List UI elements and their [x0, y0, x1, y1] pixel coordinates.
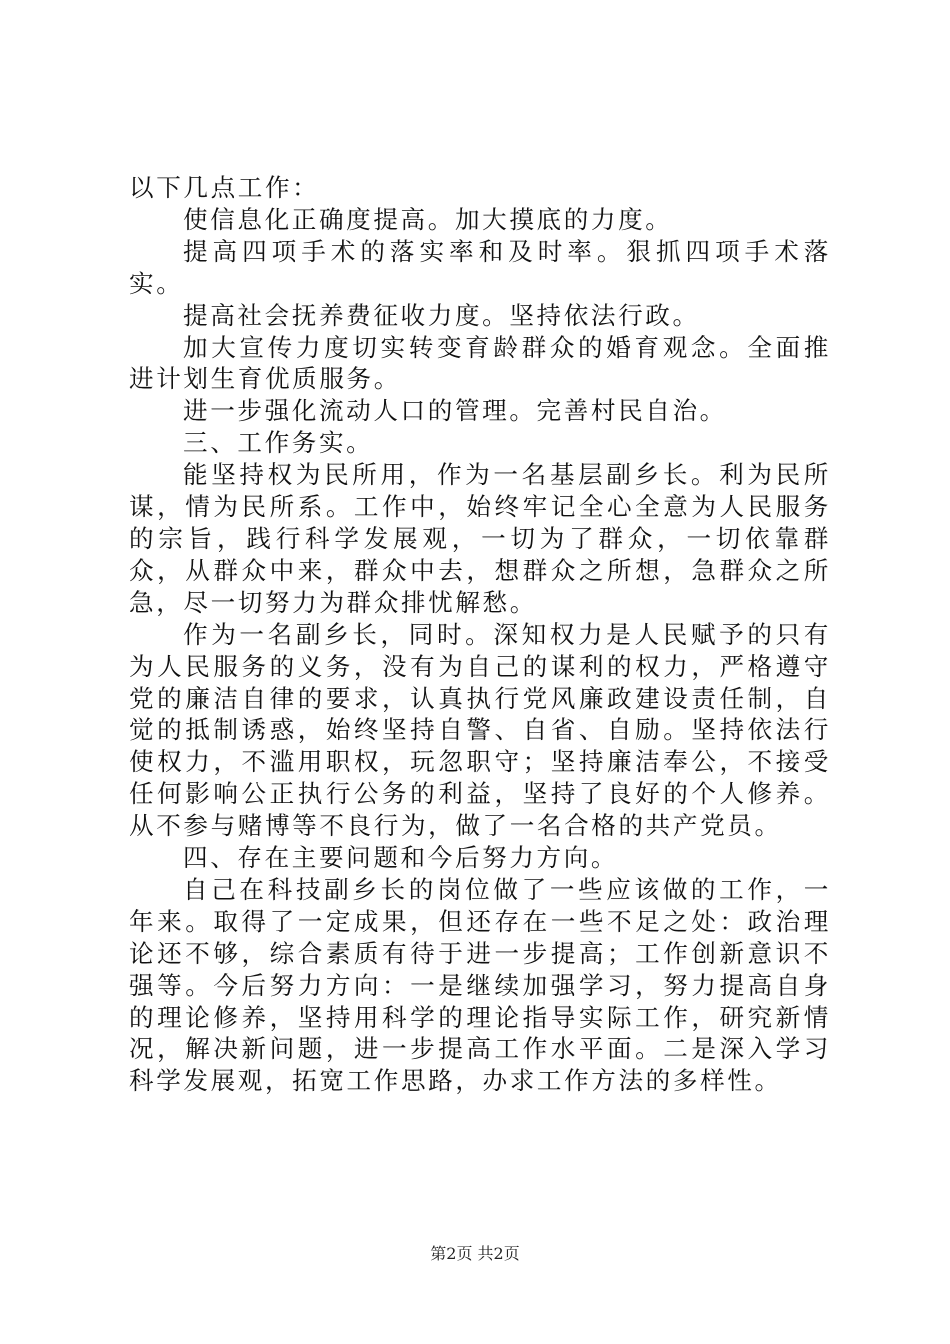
paragraph-item: 提高社会抚养费征收力度。坚持依法行政。	[183, 300, 700, 330]
document-body	[129, 172, 831, 1097]
paragraph-item: 进一步强化流动人口的管理。完善村民自治。	[183, 396, 727, 426]
paragraph: 作为一名副乡长，同时。深知权力是人民赋予的只有为人民服务的义务，没有为自己的谋利的权力，严格遵守党的廉洁自律的要求，认真执行党风廉政建设责任制，自觉的抵制诱惑，始终坚持自警、自省、自励。坚持依法行使权力，不滥用职权，玩忽职守；坚持廉洁奉公，不接受任何影响公正执行公务的利益，坚持了良好的个人修养。从不参与赌博等不良行为，做了一名合格的共产党员。	[129, 619, 831, 841]
section-heading: 三、工作务实。	[183, 428, 374, 458]
paragraph-item: 提高四项手术的落实率和及时率。狠抓四项手术落实。	[129, 236, 831, 298]
paragraph-intro: 以下几点工作：	[129, 173, 320, 202]
paragraph: 自己在科技副乡长的岗位做了一些应该做的工作，一年来。取得了一定成果，但还存在一些不足之处：政治理论还不够，综合素质有待于进一步提高；工作创新意识不强等。今后努力方向：一是继续加强学习，努力提高自身的理论修养，坚持用科学的理论指导实际工作，研究新情况，解决新问题，进一步提高工作水平面。二是深入学习科学发展观，拓宽工作思路，办求工作方法的多样性。	[129, 874, 831, 1096]
paragraph-item: 加大宣传力度切实转变育龄群众的婚育观念。全面推进计划生育优质服务。	[129, 332, 831, 394]
paragraph: 能坚持权为民所用，作为一名基层副乡长。利为民所谋，情为民所系。工作中，始终牢记全心全意为人民服务的宗旨，践行科学发展观，一切为了群众，一切依靠群众，从群众中来，群众中去，想群众之所想，急群众之所急，尽一切努力为群众排忧解愁。	[129, 460, 831, 617]
paragraph-item: 使信息化正确度提高。加大摸底的力度。	[183, 204, 673, 234]
page-footer: 第2页 共2页	[430, 1244, 520, 1263]
section-heading: 四、存在主要问题和今后努力方向。	[183, 843, 619, 873]
